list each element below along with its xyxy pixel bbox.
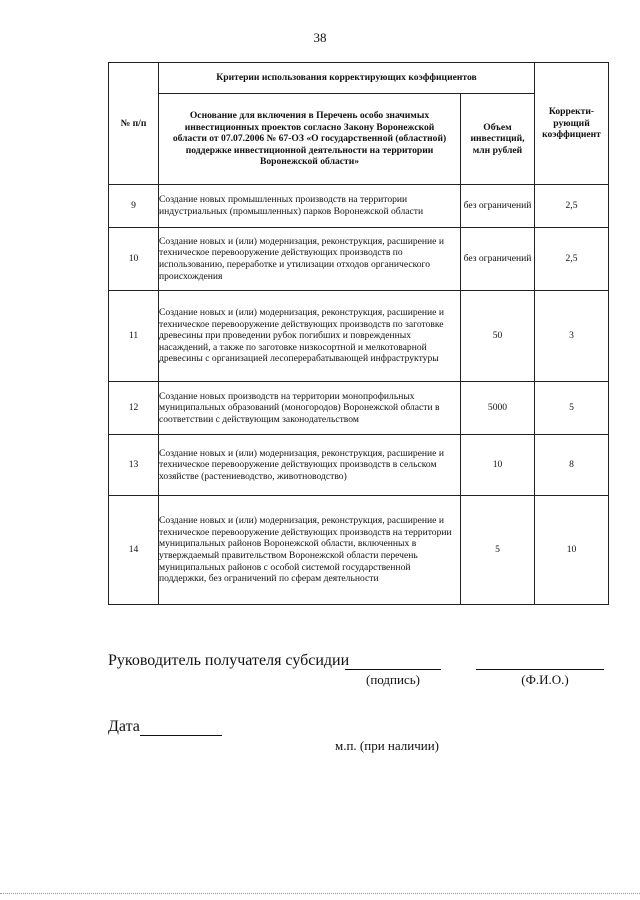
coef-header: Корректи-рующий коэффициент xyxy=(535,63,609,185)
criteria-table xyxy=(108,62,609,605)
volume-header: Объем инвестиций, млн рублей xyxy=(461,94,535,185)
row-description: Создание новых и (или) модернизация, реконструкция, расширение и техническое перевооружение действующих производств в сельском хозяйстве (растениеводство, животноводство) xyxy=(159,435,461,496)
row-description: Создание новых и (или) модернизация, реконструкция, расширение и техническое перевооружение действующих производств по заготовке древесины при проведении рубок погибших и поврежденных насаждений, а также по заготовке низкосортной и мелкотоварной древесины с организацией лесоперерабатывающей инфраструктуры xyxy=(159,291,461,382)
date-label: Дата xyxy=(108,718,140,735)
table-row xyxy=(109,382,609,435)
signature-caption: (подпись) xyxy=(366,672,420,687)
signature-block xyxy=(108,652,628,692)
table-row xyxy=(109,291,609,382)
table-row xyxy=(109,228,609,291)
table-row xyxy=(109,496,609,605)
table-header-row xyxy=(109,63,609,94)
name-line[interactable] xyxy=(476,669,604,670)
table-subheader-row xyxy=(109,94,609,185)
name-caption: (Ф.И.О.) xyxy=(521,672,569,687)
row-volume: 5 xyxy=(461,496,535,605)
row-coefficient: 10 xyxy=(535,496,609,605)
row-num: 10 xyxy=(109,228,159,291)
row-volume: без ограничений xyxy=(461,185,535,228)
table-row xyxy=(109,435,609,496)
signature-label: Руководитель получателя субсидии xyxy=(108,652,350,669)
row-coefficient: 5 xyxy=(535,382,609,435)
row-description: Создание новых промышленных производств на территории индустриальных (промышленных) парков Воронежской области xyxy=(159,185,461,228)
col-num-header: № п/п xyxy=(109,63,159,185)
signature-line[interactable] xyxy=(345,669,441,670)
row-description: Создание новых производств на территории монопрофильных муниципальных образований (моногородов) Воронежской области в соответствии с действующим законодательством xyxy=(159,382,461,435)
row-num: 9 xyxy=(109,185,159,228)
row-volume: 5000 xyxy=(461,382,535,435)
row-num: 12 xyxy=(109,382,159,435)
criteria-header: Критерии использования корректирующих коэффициентов xyxy=(159,63,535,94)
basis-header: Основание для включения в Перечень особо значимых инвестиционных проектов согласно Закону Воронежской области от 07.07.2006 № 67-ОЗ «О государственной (областной) поддержке инвестиционной деятельности на территории Воронежской области» xyxy=(159,94,461,185)
page-bottom-divider xyxy=(0,893,640,894)
stamp-note: м.п. (при наличии) xyxy=(335,738,439,753)
row-num: 14 xyxy=(109,496,159,605)
page-number: 38 xyxy=(313,30,327,45)
row-coefficient: 2,5 xyxy=(535,228,609,291)
row-coefficient: 2,5 xyxy=(535,185,609,228)
date-line[interactable] xyxy=(140,735,222,736)
row-volume: 50 xyxy=(461,291,535,382)
row-num: 11 xyxy=(109,291,159,382)
row-description: Создание новых и (или) модернизация, реконструкция, расширение и техническое перевооружение действующих производств по использованию, переработке и утилизации отходов органического происхождения xyxy=(159,228,461,291)
row-num: 13 xyxy=(109,435,159,496)
row-description: Создание новых и (или) модернизация, реконструкция, расширение и техническое перевооружение действующих производств на территории муниципальных районов Воронежской области, включенных в утверждаемый правительством Воронежской области перечень муниципальных районов с особой системой государственной поддержки, без ограничений по сферам деятельности xyxy=(159,496,461,605)
row-coefficient: 8 xyxy=(535,435,609,496)
row-volume: без ограничений xyxy=(461,228,535,291)
table-row xyxy=(109,185,609,228)
row-coefficient: 3 xyxy=(535,291,609,382)
row-volume: 10 xyxy=(461,435,535,496)
